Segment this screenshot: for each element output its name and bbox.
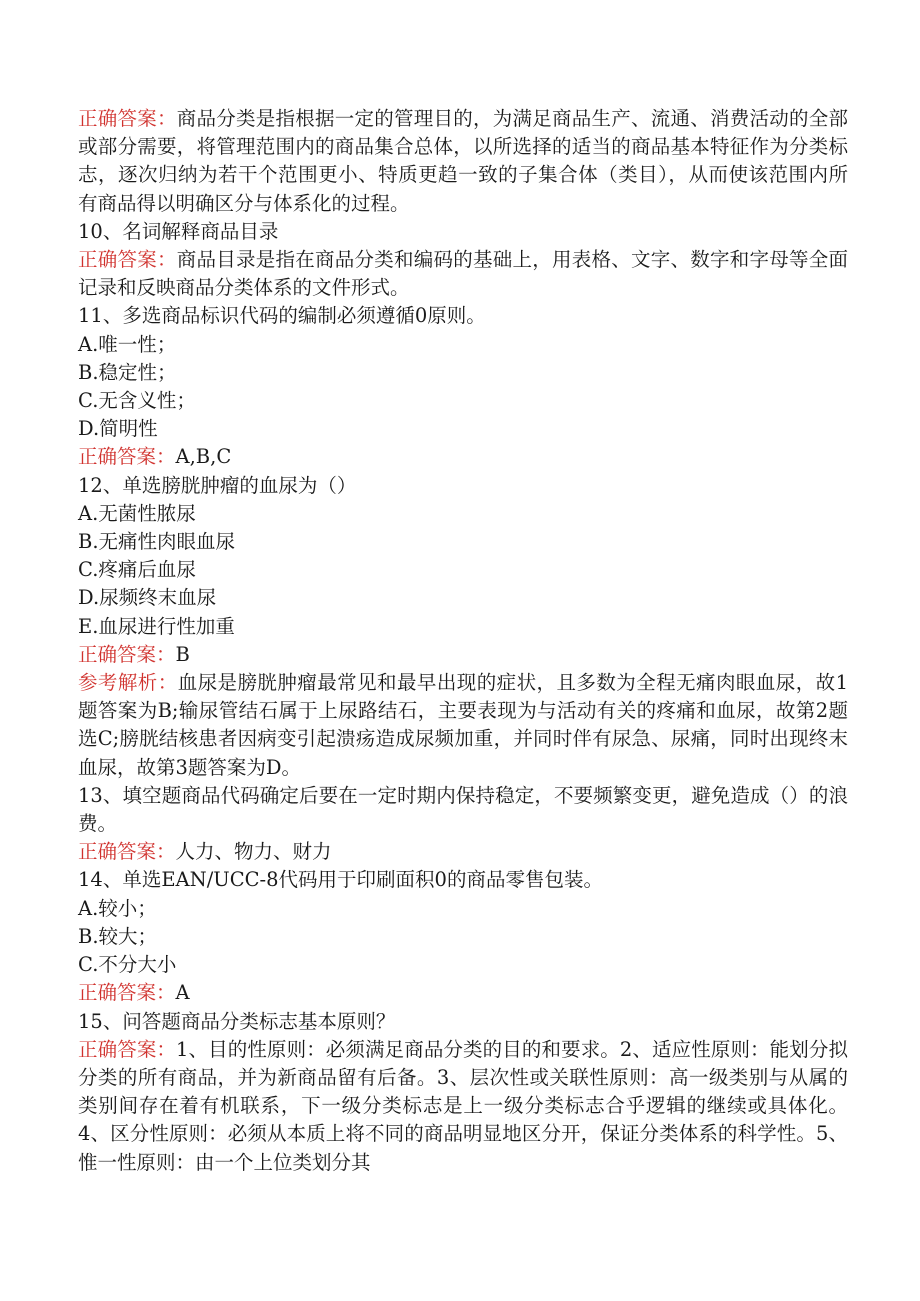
question-line: 12、单选膀胱肿瘤的血尿为（）	[78, 473, 357, 497]
question-line: 10、名词解释商品目录	[78, 219, 279, 243]
answer-label: 正确答案：	[78, 840, 176, 864]
answer-text: 商品分类是指根据一定的管理目的，为满足商品生产、流通、消费活动的全部或部分需要，将管理范围内的商品集合总体，以所选择的适当的商品基本特征作为分类标志，逐次归纳为若干个范围更小、特质更趋一致的子集合体（类目），从而使该范围内所有商品得以明确区分与体系化的过程。	[78, 107, 848, 215]
analysis-text: 血尿是膀胱肿瘤最常见和最早出现的症状，且多数为全程无痛肉眼血尿，故1题答案为B;输尿管结石属于上尿路结石，主要表现为与活动有关的疼痛和血尿，故第2题选C;膀胱结核患者因病变引起溃疡造成尿频加重，并同时伴有尿急、尿痛，同时出现终末血尿，故第3题答案为D。	[78, 671, 848, 779]
answer-paragraph	[78, 105, 848, 218]
answer-paragraph	[78, 443, 848, 471]
option-line: C.疼痛后血尿	[78, 558, 196, 582]
question-line: 14、单选EAN/UCC-8代码用于印刷面积0的商品零售包装。	[78, 868, 603, 892]
analysis-paragraph	[78, 669, 848, 782]
question-paragraph: 13、填空题商品代码确定后要在一定时期内保持稳定，不要频繁变更，避免造成（）的浪费。	[78, 783, 848, 836]
answer-text: 人力、物力、财力	[175, 840, 332, 864]
answer-text: A,B,C	[175, 445, 232, 469]
answer-label: 正确答案：	[78, 1037, 177, 1061]
analysis-label: 参考解析：	[78, 671, 178, 695]
answer-label: 正确答案：	[78, 107, 177, 130]
answer-text: 商品目录是指在商品分类和编码的基础上，用表格、文字、数字和字母等全面记录和反映商品分类体系的文件形式。	[78, 248, 848, 300]
option-line: D.尿频终末血尿	[78, 586, 217, 610]
answer-paragraph	[78, 641, 848, 669]
option-line: B.较大；	[78, 924, 158, 948]
option-line: A.唯一性；	[78, 332, 177, 356]
option-line: E.血尿进行性加重	[78, 614, 235, 638]
option-line: A.无菌性脓尿	[78, 501, 196, 525]
answer-paragraph	[78, 246, 848, 302]
option-line: B.无痛性肉眼血尿	[78, 530, 236, 554]
question-line: 15、问答题商品分类标志基本原则？	[78, 1009, 396, 1033]
option-line: D.简明性	[78, 417, 158, 441]
document-page	[78, 105, 848, 1177]
answer-label: 正确答案：	[78, 642, 176, 666]
answer-label: 正确答案：	[78, 248, 177, 272]
question-line: 11、多选商品标识代码的编制必须遵循0原则。	[78, 304, 486, 328]
option-line: B.稳定性；	[78, 360, 177, 384]
answer-label: 正确答案：	[78, 981, 176, 1005]
answer-text: B	[175, 642, 190, 666]
answer-paragraph	[78, 838, 848, 866]
option-line: C.不分大小	[78, 953, 177, 977]
answer-text: A	[175, 981, 190, 1005]
answer-text: 1、目的性原则：必须满足商品分类的目的和要求。2、适应性原则：能划分拟分类的所有商品，并为新商品留有后备。3、层次性或关联性原则：高一级类别与从属的类别间存在着有机联系，下一级分类标志是上一级分类标志合乎逻辑的继续或具体化。4、区分性原则：必须从本质上将不同的商品明显地区分开，保证分类体系的科学性。5、惟一性原则：由一个上位类划分其	[78, 1037, 848, 1174]
option-line: A.较小；	[78, 896, 157, 920]
answer-paragraph	[78, 1036, 848, 1177]
option-line: C.无含义性；	[78, 389, 196, 413]
answer-label: 正确答案：	[78, 445, 176, 469]
answer-paragraph	[78, 979, 848, 1007]
